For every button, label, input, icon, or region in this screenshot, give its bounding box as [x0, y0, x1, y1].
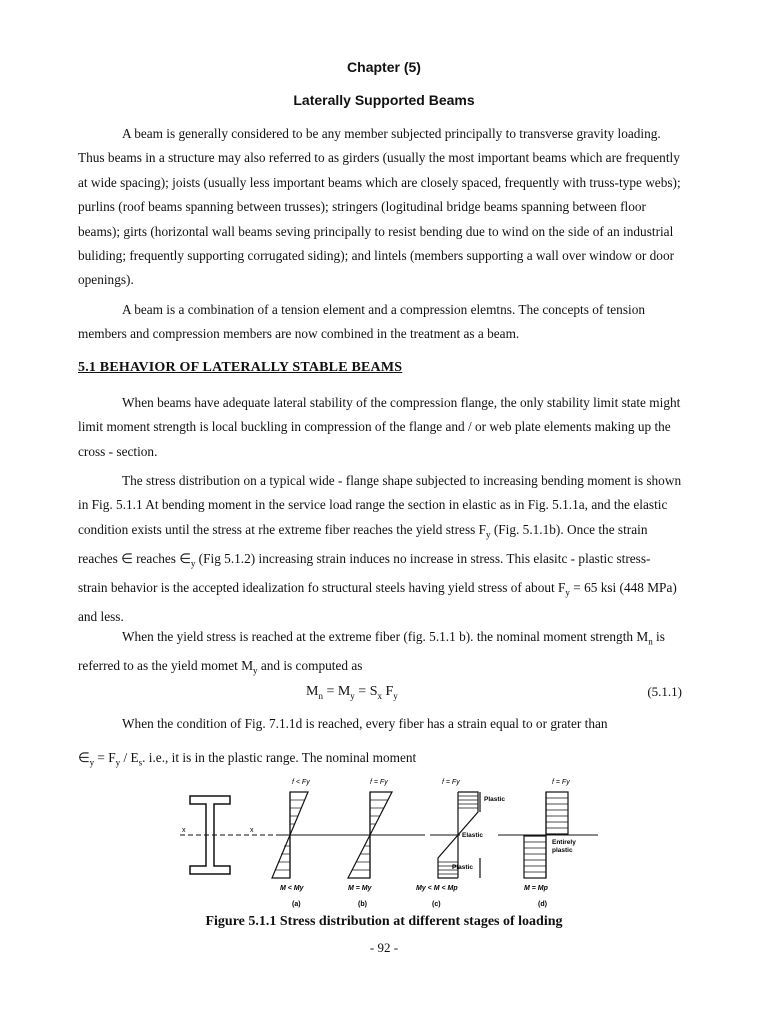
section-paragraph-5: $\in_y = F_y / E_s$. i.e., it is in the plastic range. The nominal moment: [78, 750, 417, 768]
section-paragraph-1: [78, 391, 682, 464]
axis-x-left: x: [182, 827, 186, 834]
section-p5d-text: . i.e., it is in the plastic range. The nominal moment: [142, 750, 417, 765]
label-top-b: f = Fy: [370, 779, 388, 786]
eq-my: = M: [322, 684, 351, 699]
intro-p2-text: A beam is a combination of a tension element and a compression elemtns. The concepts of tension members and compression members are now combined in the treatment as a beam.: [78, 302, 645, 342]
label-entirely-plastic: plastic: [552, 847, 573, 854]
eq-sx: = S: [354, 684, 378, 699]
label-case-a: (a): [292, 901, 301, 908]
label-case-d: (d): [538, 901, 547, 908]
chapter-subtitle: Laterally Supported Beams: [293, 92, 475, 108]
section-p2a-text: The stress distribution on a typical wide - flange shape subjected to increasing bending moment is shown in Fig. 5.1.1 At bending moment in the service load range the section in elastic as in Fig. 5.1.1a, and the elastic condition exists until the stress at rhe extreme fiber reaches the yield stress F: [78, 473, 682, 537]
section-p3b-text: is referred to as the yield momet M: [78, 629, 665, 674]
label-case-b: (b): [358, 901, 367, 908]
label-top-a: f < Fy: [292, 779, 310, 786]
figure-caption: Figure 5.1.1 Stress distribution at different stages of loading: [205, 914, 563, 929]
label-plastic-bottom: Plastic: [452, 864, 473, 871]
label-top-c: f = Fy: [442, 779, 460, 786]
eq-mn: M: [306, 684, 319, 699]
section-p5b-text: = F: [94, 750, 116, 765]
axis-x-right: x: [250, 827, 254, 834]
label-elastic: Elastic: [462, 832, 483, 839]
section-paragraph-3: When the yield stress is reached at the extreme fiber (fig. 5.1.1 b). the nominal moment strength $M_n$ is referred to as the yield momet $M_y$ and is computed as: [78, 629, 665, 676]
intro-paragraph-2: [78, 298, 682, 347]
label-moment-b: M = My: [348, 885, 372, 892]
section-p3a-text: When the yield stress is reached at the extreme fiber (fig. 5.1.1 b). the nominal moment strength M: [122, 629, 649, 644]
label-plastic-top: Plastic: [484, 796, 505, 803]
section-p1-text: When beams have adequate lateral stability of the compression flange, the only stability limit state might limit moment strength is local buckling in compression of the flange and / or web plate elements making up the cross - section.: [78, 395, 681, 459]
chapter-title: Chapter (5): [347, 59, 421, 75]
section-p2b-text: (Fig. 5.1.1b). Once the strain reaches ∈ reaches ∈: [78, 521, 648, 566]
equation-number: (5.1.1): [647, 684, 682, 699]
section-p4-text: When the condition of Fig. 7.1.1d is reached, every fiber has a strain equal to or grater than: [122, 716, 608, 731]
label-moment-a: M < My: [280, 885, 304, 892]
section-p5a-text: ∈: [78, 750, 90, 765]
section-p5c-text: / E: [120, 750, 139, 765]
intro-paragraph-1: [78, 122, 682, 293]
stress-distribution-figure: [180, 770, 600, 910]
label-entirely: Entirely: [552, 839, 576, 846]
label-top-d: f = Fy: [552, 779, 570, 786]
label-moment-d: M = Mp: [524, 885, 548, 892]
page-number: - 92 -: [369, 940, 399, 955]
section-p3c-text: and is computed as: [257, 658, 363, 674]
section-heading: 5.1 BEHAVIOR OF LATERALLY STABLE BEAMS: [78, 360, 403, 375]
section-p2c-text: (Fig 5.1.2) increasing strain induces no increase in stress. This elasitc - plastic stress- strain behavior is the accepted idealization fo structural steels having yield stress of about F: [78, 550, 651, 595]
eq-fy: F: [381, 684, 394, 699]
equation-5-1-1: $M_n = M_y = S_x$ $F_y$: [306, 684, 398, 701]
section-paragraph-4: [78, 712, 682, 736]
section-paragraph-2: The stress distribution on a typical wide - flange shape subjected to increasing bending moment is shown in Fig. 5.1.1 At bending moment in the service load range the section in elastic as in Fig. 5.1.1a, and the elastic condition exists until the stress at rhe extreme fiber reaches the yield stress $F_y$ (Fig. 5.1.1b). Once the strain reaches ∈ reaches $\in_y$ (Fig 5.1.2) increasing strain induces no increase in stress. This elasitc - plastic stress- strain behavior is the accepted idealization fo structural steels having yield stress of about $F_y = 65$ ksi (448 MPa) and less.: [78, 473, 682, 624]
label-case-c: (c): [432, 901, 441, 908]
intro-p1-text: A beam is generally considered to be any member subjected principally to transverse gravity loading. Thus beams in a structure may also referred to as girders (usually the most important beams which are frequently at wide spacing); joists (usually less important beams which are closely spaced, frequently with truss-type webs); purlins (roof beams spanning between trusses); stringers (logitudinal bridge beams spanning between floor beams); girts (horizontal wall beams seving principally to resist bending due to wind on the side of an industrial buliding; frequently supporting corrugated siding); and lintels (members supporting a wall over window or door openings).: [78, 126, 681, 288]
section-p2d-text: = 65 ksi (448 MPa) and less.: [78, 579, 677, 624]
label-moment-c: My < M < Mp: [416, 885, 458, 892]
